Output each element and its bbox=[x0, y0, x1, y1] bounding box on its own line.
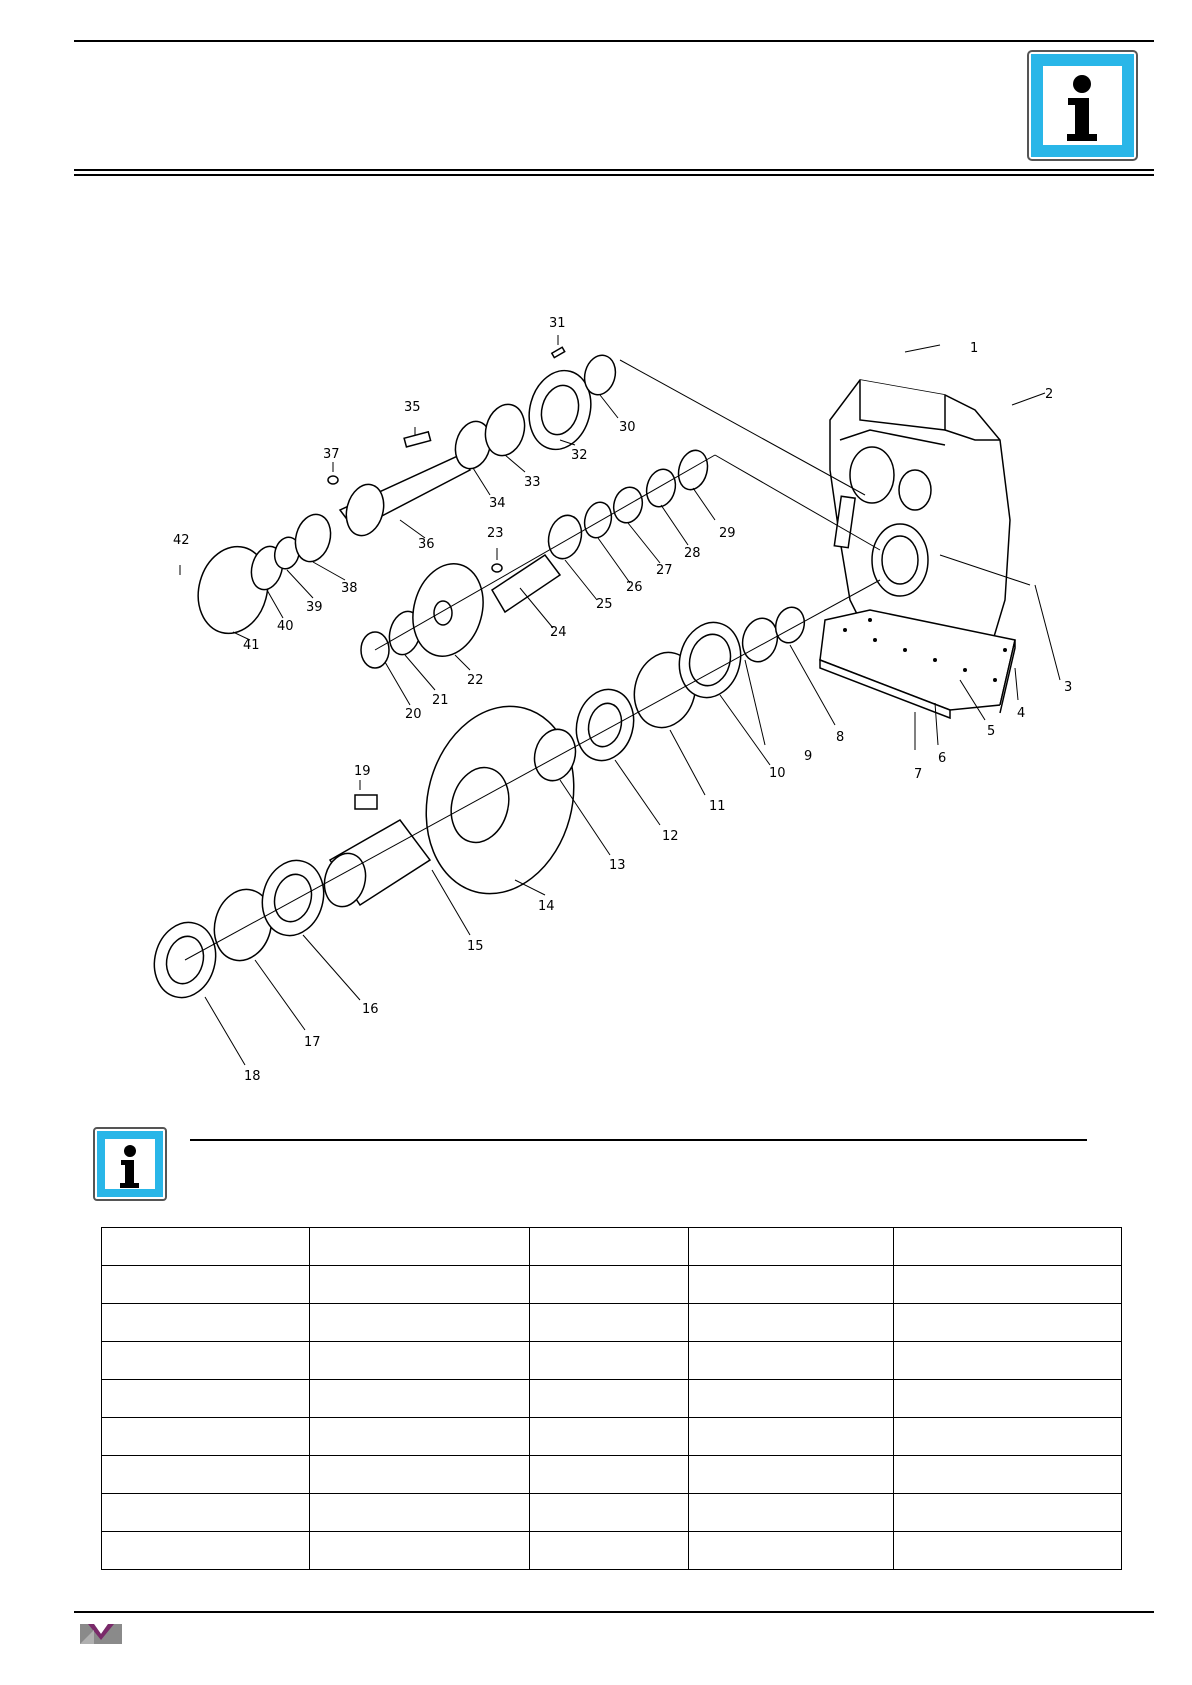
table-row bbox=[102, 1228, 1122, 1266]
label-35: 35 bbox=[404, 400, 421, 415]
table-cell bbox=[102, 1418, 310, 1456]
table-cell bbox=[530, 1266, 689, 1304]
table-cell bbox=[530, 1418, 689, 1456]
exploded-view-diagram bbox=[0, 290, 1192, 1090]
table-cell bbox=[310, 1266, 530, 1304]
label-37: 37 bbox=[323, 447, 340, 462]
table-cell bbox=[102, 1304, 310, 1342]
label-25: 25 bbox=[596, 597, 613, 612]
label-26: 26 bbox=[626, 580, 643, 595]
table-cell bbox=[689, 1380, 894, 1418]
table-row bbox=[102, 1418, 1122, 1456]
parts-table bbox=[101, 1227, 1122, 1570]
table-cell bbox=[102, 1380, 310, 1418]
label-29: 29 bbox=[719, 526, 736, 541]
table-row bbox=[102, 1304, 1122, 1342]
table-cell bbox=[689, 1342, 894, 1380]
table-row bbox=[102, 1380, 1122, 1418]
label-13: 13 bbox=[609, 858, 626, 873]
label-3: 3 bbox=[1064, 680, 1073, 695]
company-logo bbox=[80, 1620, 122, 1650]
table-row bbox=[102, 1494, 1122, 1532]
table-row bbox=[102, 1456, 1122, 1494]
table-cell bbox=[530, 1304, 689, 1342]
note-info-icon bbox=[92, 1126, 168, 1206]
label-23: 23 bbox=[487, 526, 504, 541]
label-14: 14 bbox=[538, 899, 555, 914]
label-18: 18 bbox=[244, 1069, 261, 1084]
label-24: 24 bbox=[550, 625, 567, 640]
table-cell bbox=[894, 1418, 1122, 1456]
label-4: 4 bbox=[1017, 706, 1026, 721]
label-27: 27 bbox=[656, 563, 673, 578]
label-9: 9 bbox=[804, 749, 813, 764]
table-cell bbox=[689, 1418, 894, 1456]
table-cell bbox=[310, 1456, 530, 1494]
table-cell bbox=[894, 1228, 1122, 1266]
label-2: 2 bbox=[1045, 387, 1054, 402]
table-row bbox=[102, 1342, 1122, 1380]
table-cell bbox=[689, 1228, 894, 1266]
table-cell bbox=[310, 1342, 530, 1380]
label-15: 15 bbox=[467, 939, 484, 954]
table-cell bbox=[310, 1494, 530, 1532]
label-11: 11 bbox=[709, 799, 726, 814]
table-cell bbox=[310, 1418, 530, 1456]
table-cell bbox=[894, 1266, 1122, 1304]
header-bottom-rule bbox=[74, 169, 1154, 171]
footer-rule bbox=[74, 1611, 1154, 1613]
table-cell bbox=[530, 1380, 689, 1418]
label-31: 31 bbox=[549, 316, 566, 331]
label-42: 42 bbox=[173, 533, 190, 548]
table-cell bbox=[530, 1532, 689, 1570]
table-cell bbox=[894, 1380, 1122, 1418]
table-cell bbox=[310, 1228, 530, 1266]
label-30: 30 bbox=[619, 420, 636, 435]
table-cell bbox=[530, 1342, 689, 1380]
table-cell bbox=[894, 1304, 1122, 1342]
table-cell bbox=[310, 1380, 530, 1418]
table-cell bbox=[894, 1342, 1122, 1380]
table-cell bbox=[530, 1494, 689, 1532]
table-cell bbox=[102, 1532, 310, 1570]
label-5: 5 bbox=[987, 724, 996, 739]
input-assembly bbox=[189, 347, 620, 641]
table-row bbox=[102, 1532, 1122, 1570]
table-cell bbox=[310, 1304, 530, 1342]
table-row bbox=[102, 1266, 1122, 1304]
table-cell bbox=[894, 1456, 1122, 1494]
label-12: 12 bbox=[662, 829, 679, 844]
label-39: 39 bbox=[306, 600, 323, 615]
label-34: 34 bbox=[489, 496, 506, 511]
table-cell bbox=[310, 1532, 530, 1570]
label-32: 32 bbox=[571, 448, 588, 463]
label-36: 36 bbox=[418, 537, 435, 552]
table-cell bbox=[894, 1494, 1122, 1532]
label-21: 21 bbox=[432, 693, 449, 708]
label-28: 28 bbox=[684, 546, 701, 561]
table-cell bbox=[102, 1456, 310, 1494]
label-17: 17 bbox=[304, 1035, 321, 1050]
header-bottom-rule-2 bbox=[74, 174, 1154, 176]
info-icon bbox=[1025, 48, 1140, 168]
label-1: 1 bbox=[970, 341, 979, 356]
table-cell bbox=[689, 1494, 894, 1532]
label-40: 40 bbox=[277, 619, 294, 634]
label-7: 7 bbox=[914, 767, 923, 782]
label-19: 19 bbox=[354, 764, 371, 779]
label-10: 10 bbox=[769, 766, 786, 781]
header-top-rule bbox=[74, 40, 1154, 42]
label-33: 33 bbox=[524, 475, 541, 490]
table-cell bbox=[689, 1456, 894, 1494]
label-22: 22 bbox=[467, 673, 484, 688]
table-cell bbox=[102, 1494, 310, 1532]
table-cell bbox=[530, 1456, 689, 1494]
label-41: 41 bbox=[243, 638, 260, 653]
table-cell bbox=[102, 1342, 310, 1380]
table-cell bbox=[102, 1228, 310, 1266]
label-20: 20 bbox=[405, 707, 422, 722]
table-cell bbox=[689, 1532, 894, 1570]
table-cell bbox=[102, 1266, 310, 1304]
label-38: 38 bbox=[341, 581, 358, 596]
label-8: 8 bbox=[836, 730, 845, 745]
label-6: 6 bbox=[938, 751, 947, 766]
table-cell bbox=[689, 1304, 894, 1342]
label-16: 16 bbox=[362, 1002, 379, 1017]
table-cell bbox=[894, 1532, 1122, 1570]
note-rule bbox=[190, 1139, 1087, 1141]
gearbox-housing bbox=[820, 380, 1015, 718]
table-cell bbox=[530, 1228, 689, 1266]
table-cell bbox=[689, 1266, 894, 1304]
